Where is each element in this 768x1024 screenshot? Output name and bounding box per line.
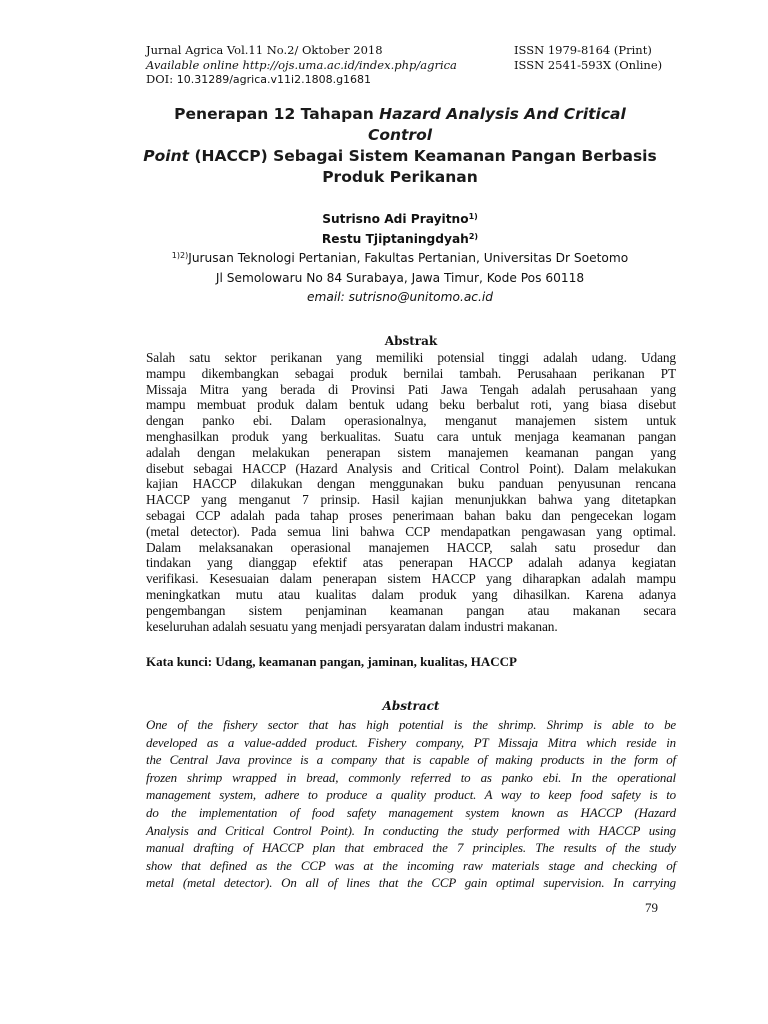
paragraph-line: developed as a value-added product. Fishery company, PT Missaja Mitra which reside in [146,734,676,750]
paragraph-line: Dalam melaksanakan operasional manajemen HACCP, salah satu prosedur dan [146,539,676,555]
paragraph-line: mampu membuat produk dalam bentuk udang beku berbalut roti, yang biasa disebut [146,397,676,413]
paragraph-line: (metal detector). Pada semua lini bahwa CCP mendapatkan pengawasan yang optimal. [146,523,676,539]
affiliation [120,249,680,269]
keywords: Kata kunci: Udang, keamanan pangan, jaminan, kualitas, HACCP [146,654,517,669]
paragraph-line: kajian HACCP dilakukan dengan menggunakan buku panduan penyusunan rencana [146,476,676,492]
title-part-3: Point [143,147,190,165]
paragraph-line: dengan panko ebi. Dalam operasionalnya, menganut manajemen sistem untuk [146,413,676,429]
title-part-4: (HACCP) Sebagai Sistem Keamanan Pangan Berbasis [189,147,657,165]
abstract-body [146,716,676,892]
paragraph-line: management system, adhere to produce a quality product. A way to keep food safety is to [146,787,676,803]
paragraph-line: Missaja Mitra yang berada di Provinsi Pati Jawa Tengah adalah perusahaan yang [146,381,676,397]
paragraph-line: frozen shrimp wrapped in bread, commonly referred to as panko ebi. In the operational [146,769,676,785]
author-1-name: Sutrisno Adi Prayitno [322,212,469,226]
doi-label: DOI: [146,72,174,86]
affiliation-sup: 1)2) [171,251,189,260]
paragraph-line: show that defined as the CCP was at the incoming raw materials stage and checking of [146,857,676,873]
author-email[interactable]: email: sutrisno@unitomo.ac.id [307,290,493,304]
doi-line [146,72,371,88]
paragraph-line: tindakan yang dianggap efektif atas penerapan HACCP adalah adanya kegiatan [146,555,676,571]
abstrak-body [146,350,676,634]
journal-url[interactable]: Available online http://ojs.uma.ac.id/index.php/agrica [146,57,457,72]
title-part-2: Hazard Analysis And Critical Control [367,105,626,144]
paragraph-line: the Central Java province is a company that is capable of making products in the form of [146,752,676,768]
paragraph-line: keseluruhan adalah sesuatu yang menjadi persyaratan dalam industri makanan. [146,618,558,634]
author-1 [120,210,680,230]
title-part-5: Produk Perikanan [322,168,478,186]
paragraph-line: adalah dengan melakukan penerapan sistem manajemen keamanan pangan yang [146,444,676,460]
paragraph-line: disebut sebagai HACCP (Hazard Analysis and Critical Control Point). Dalam melakukan [146,460,676,476]
paragraph-line: One of the fishery sector that has high potential is the shrimp. Shrimp is able to be [146,717,676,732]
author-2-name: Restu Tjiptaningdyah [321,231,469,246]
page-number: 79 [645,900,658,915]
paper-title [140,104,660,188]
paragraph-line: manual drafting of HACCP plan that embraced the 7 principles. The results of the study [146,840,676,856]
authors-block [120,210,680,308]
journal-citation: Jurnal Agrica Vol.11 No.2/ Oktober 2018 [146,43,383,57]
paragraph-line: Analysis and Critical Control Point). In conducting the study performed with HACCP using [146,822,676,838]
paragraph-line: mampu dikembangkan sebagai produk bernilai tambah. Perusahaan perikanan PT [146,365,676,381]
paragraph-line: Salah satu sektor perikanan yang memiliki potensial tinggi adalah udang. Udang [146,350,676,365]
paragraph-line: do the implementation of food safety management system known as HACCP (Hazard [146,804,676,820]
title-part-1: Penerapan 12 Tahapan [174,105,380,123]
author-2 [120,230,680,250]
paragraph-line: meningkatkan mutu atau kualitas dalam produk yang dihasilkan. Karena adanya [146,586,676,602]
paragraph-line: HACCP yang menganut 7 prinsip. Hasil kajian menunjukkan bahwa yang ditetapkan [146,492,676,508]
abstrak-heading: Abstrak [384,334,438,348]
paragraph-line: sebagai CCP adalah pada tahap proses penerimaan bahan baku dan pengecekan logam [146,507,676,523]
paragraph-line: metal (metal detector). On all of lines that the CCP gain optimal supervision. In carrying [146,875,676,891]
author-1-sup: 1) [468,212,478,221]
issn-print: ISSN 1979-8164 (Print) [514,43,652,57]
author-2-sup: 2) [468,231,479,241]
issn-online: ISSN 2541-593X (Online) [514,57,663,72]
paragraph-line: menghasilkan produk yang berkualitas. Suatu cara untuk menjaga keamanan pangan [146,428,676,444]
paragraph-line: pengembangan sistem penjaminan keamanan pangan atau makanan secara [146,602,676,618]
doi-link[interactable]: 10.31289/agrica.v11i2.1808.g1681 [176,73,372,86]
affiliation-text: Jurusan Teknologi Pertanian, Fakultas Pertanian, Universitas Dr Soetomo [188,251,629,265]
paragraph-line: verifikasi. Kesesuaian dalam penerapan sistem HACCP yang diharapkan adalah mampu [146,571,676,587]
address: Jl Semolowaru No 84 Surabaya, Jawa Timur, Kode Pos 60118 [215,270,585,285]
abstract-heading: Abstract [382,699,440,713]
